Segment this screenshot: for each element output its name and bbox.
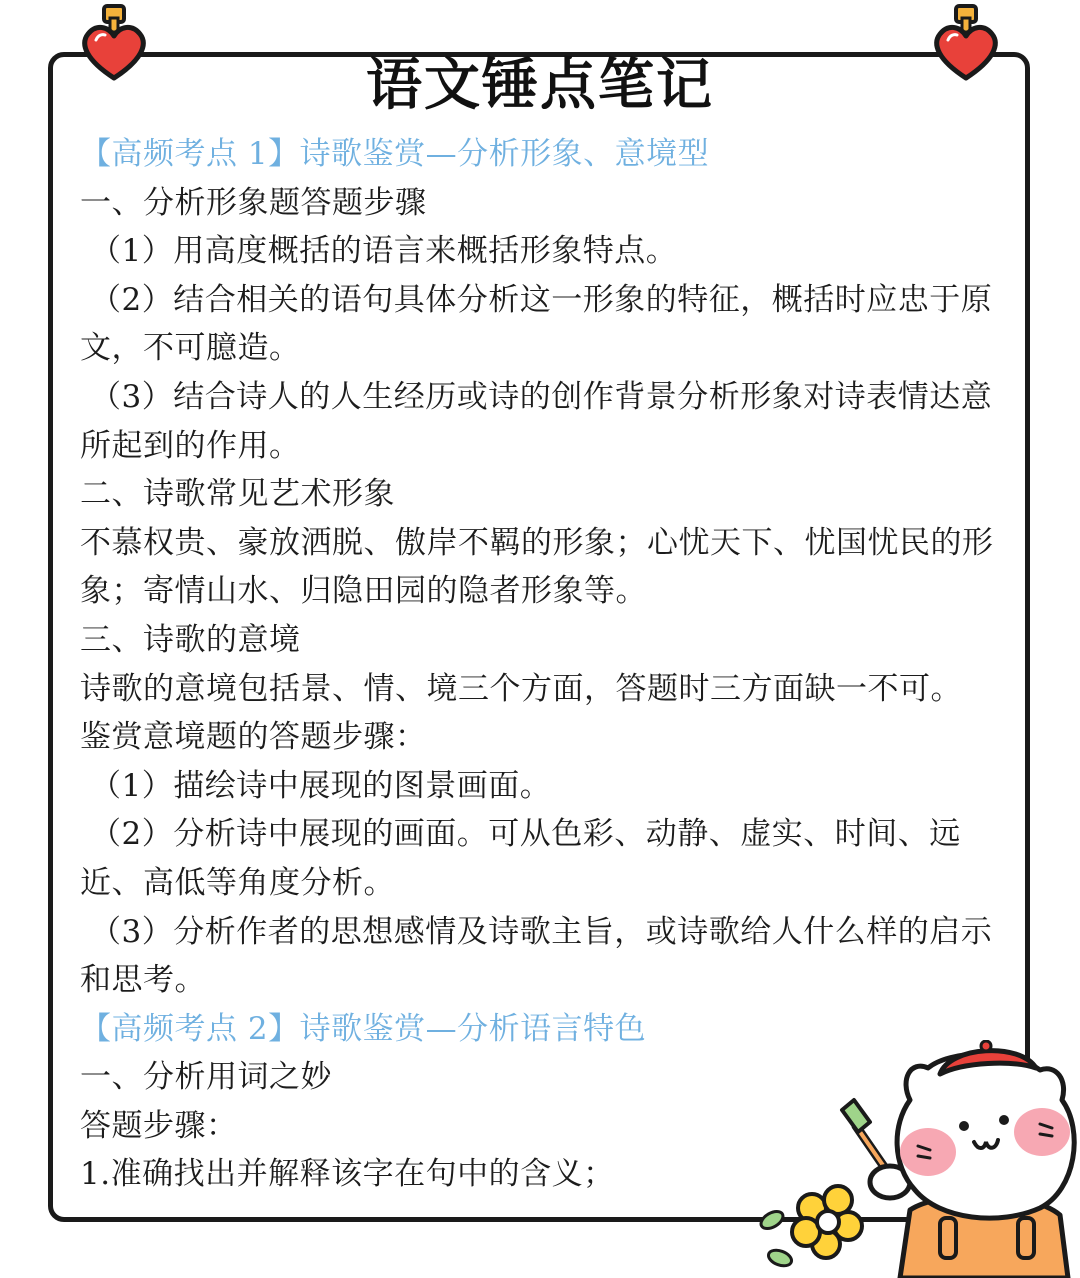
leaf-icon bbox=[758, 1208, 794, 1269]
paragraph: 答题步骤： bbox=[80, 1107, 238, 1144]
subheading: 一、分析用词之妙 bbox=[80, 1059, 332, 1096]
yellow-flower-icon bbox=[792, 1186, 862, 1258]
subheading: 三、诗歌的意境 bbox=[80, 621, 301, 658]
step-item: （2）分析诗中展现的画面。可从色彩、动静、虚实、时间、远近、高低等角度分析。 bbox=[80, 816, 961, 901]
section-heading: 【高频考点 2】诗歌鉴赏—分析语言特色 bbox=[80, 1010, 647, 1047]
step-item: （2）结合相关的语句具体分析这一形象的特征，概括时应忠于原文，不可臆造。 bbox=[80, 281, 993, 367]
step-item: （3）分析作者的思想感情及诗歌主旨，或诗歌给人什么样的启示和思考。 bbox=[80, 913, 993, 999]
paragraph: 鉴赏意境题的答题步骤： bbox=[80, 719, 427, 756]
cat-mascot-illustration bbox=[750, 1040, 1080, 1278]
paragraph: 不慕权贵、豪放洒脱、傲岸不羁的形象；心忧天下、忧国忧民的形象；寄情山水、归隐田园的隐者形象等。 bbox=[80, 524, 994, 610]
subheading: 一、分析形象题答题步骤 bbox=[80, 184, 427, 221]
note-content bbox=[80, 130, 1010, 1199]
paragraph: 1.准确找出并解释该字在句中的含义； bbox=[80, 1156, 615, 1193]
step-item: （1）描绘诗中展现的图景画面。 bbox=[90, 767, 552, 804]
section-heading: 【高频考点 1】诗歌鉴赏—分析形象、意境型 bbox=[80, 136, 710, 172]
step-item: （3）结合诗人的人生经历或诗的创作背景分析形象对诗表情达意所起到的作用。 bbox=[80, 378, 993, 464]
paragraph: 诗歌的意境包括景、情、境三个方面，答题时三方面缺一不可。 bbox=[80, 670, 962, 707]
step-item: （1）用高度概括的语言来概括形象特点。 bbox=[90, 233, 678, 270]
page-title: 语文锤点笔记 bbox=[366, 52, 714, 118]
subheading: 二、诗歌常见艺术形象 bbox=[80, 476, 395, 513]
